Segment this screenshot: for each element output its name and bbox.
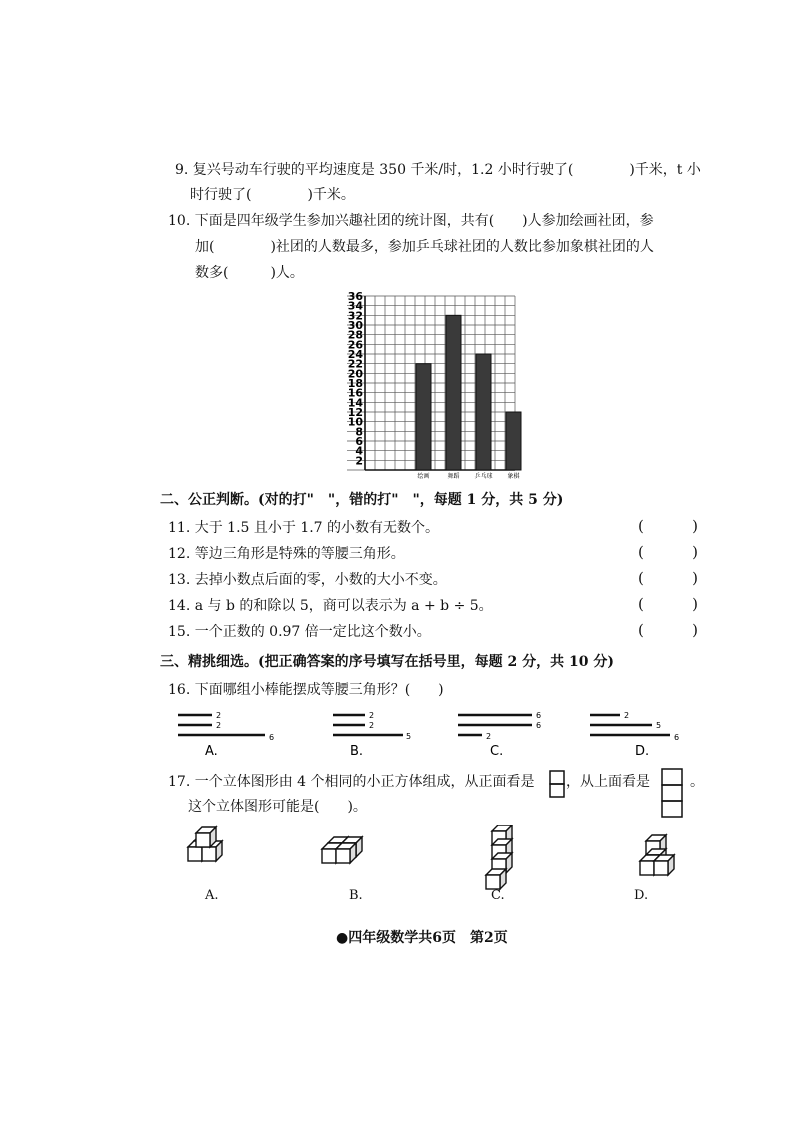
q9-line2: 时行驶了( )千米。 bbox=[190, 187, 355, 203]
q10-line3: 数多( )人。 bbox=[195, 265, 304, 281]
y-tick-label: 4 bbox=[355, 444, 363, 458]
cube-figure-b bbox=[322, 837, 362, 863]
q10-line2: 加( )社团的人数最多，参加乒乓球社团的人数比参加象棋社团的人 bbox=[195, 239, 654, 255]
svg-text:6: 6 bbox=[674, 733, 680, 742]
bar-3 bbox=[476, 354, 491, 470]
x-tick-label: 绘画 bbox=[417, 473, 430, 480]
q9-line1: 9. 复兴号动车行驶的平均速度是 350 千米/时，1.2 小时行驶了( )千米，t 小 bbox=[175, 162, 701, 178]
y-tick-label: 28 bbox=[347, 328, 363, 342]
q16-question: 16. 下面哪组小棒能摆成等腰三角形？( ) bbox=[168, 682, 444, 698]
q16-label-a: A. bbox=[205, 744, 218, 759]
svg-text:2: 2 bbox=[624, 711, 630, 720]
q16-option-b bbox=[333, 711, 411, 759]
y-tick-label: 16 bbox=[347, 386, 363, 400]
x-tick-label: 舞蹈 bbox=[447, 473, 460, 480]
svg-text:2: 2 bbox=[369, 721, 375, 730]
svg-text:6: 6 bbox=[536, 721, 542, 730]
bar-2 bbox=[446, 315, 461, 470]
q17-line2: 这个立体图形可能是( )。 bbox=[188, 799, 367, 815]
judge-item-14: 14. a 与 b 的和除以 5，商可以表示为 a + b ÷ 5。 bbox=[168, 598, 493, 614]
q17-label-c: C. bbox=[491, 888, 505, 903]
section2-title: 二、公正判断。(对的打" "，错的打" "，每题 1 分，共 5 分) bbox=[160, 492, 564, 508]
q16-option-c bbox=[458, 711, 541, 759]
cube-figure-a bbox=[188, 827, 222, 861]
q16-label-d: D. bbox=[635, 744, 650, 759]
bar-4 bbox=[506, 412, 521, 470]
y-tick-label: 10 bbox=[347, 415, 363, 429]
q16-option-d bbox=[590, 711, 679, 759]
y-tick-label: 8 bbox=[355, 425, 363, 439]
q17-cube-options bbox=[180, 825, 680, 910]
chart-x-labels bbox=[417, 472, 520, 480]
q17-label-a: A. bbox=[205, 888, 219, 903]
page-footer: ●四年级数学共6页 第2页 bbox=[336, 930, 508, 946]
q16-stick-options bbox=[170, 705, 700, 763]
club-bar-chart bbox=[335, 290, 525, 490]
answer-paren-14[interactable]: ( ) bbox=[638, 595, 698, 613]
y-tick-label: 36 bbox=[347, 290, 363, 303]
q17-line1a: 17. 一个立体图形由 4 个相同的小正方体组成，从正面看是 bbox=[168, 774, 535, 790]
y-tick-label: 12 bbox=[347, 406, 363, 419]
q16-option-a bbox=[178, 711, 274, 759]
judge-item-15: 15. 一个正数的 0.97 倍一定比这个数小。 bbox=[168, 624, 431, 640]
y-tick-label: 22 bbox=[347, 357, 363, 371]
y-tick-label: 6 bbox=[355, 435, 363, 448]
answer-paren-12[interactable]: ( ) bbox=[638, 543, 698, 561]
q10-line1: 10. 下面是四年级学生参加兴趣社团的统计图，共有( )人参加绘画社团，参 bbox=[168, 213, 654, 229]
y-tick-label: 34 bbox=[347, 299, 363, 313]
svg-text:6: 6 bbox=[536, 711, 542, 720]
y-tick-label: 26 bbox=[347, 338, 363, 352]
svg-text:2: 2 bbox=[369, 711, 375, 720]
cube-figure-c bbox=[486, 825, 512, 889]
stick-length-a3: 6 bbox=[269, 733, 275, 742]
q17-label-d: D. bbox=[634, 888, 649, 903]
y-tick-label: 20 bbox=[347, 367, 363, 381]
stick-length-a1: 2 bbox=[216, 711, 222, 720]
svg-text:5: 5 bbox=[656, 721, 662, 730]
q17-label-b: B. bbox=[349, 888, 363, 903]
x-tick-label: 乒乓球 bbox=[474, 473, 493, 480]
y-tick-label: 18 bbox=[347, 377, 363, 390]
top-view-icon bbox=[661, 768, 683, 820]
y-tick-label: 2 bbox=[355, 454, 363, 468]
answer-paren-15[interactable]: ( ) bbox=[638, 621, 698, 639]
cube-figure-d bbox=[640, 835, 674, 875]
judge-item-12: 12. 等边三角形是特殊的等腰三角形。 bbox=[168, 546, 405, 562]
section3-title: 三、精挑细选。(把正确答案的序号填写在括号里，每题 2 分，共 10 分) bbox=[160, 654, 614, 670]
q17-line1b: ，从上面看是 bbox=[566, 774, 650, 790]
q16-label-c: C. bbox=[490, 744, 504, 759]
svg-text:5: 5 bbox=[406, 732, 412, 741]
answer-paren-11[interactable]: ( ) bbox=[638, 517, 698, 535]
judge-item-13: 13. 去掉小数点后面的零，小数的大小不变。 bbox=[168, 572, 447, 588]
bar-1 bbox=[416, 364, 431, 470]
answer-paren-13[interactable]: ( ) bbox=[638, 569, 698, 587]
front-view-icon bbox=[549, 770, 565, 798]
x-tick-label: 象棋 bbox=[507, 473, 520, 480]
y-tick-label: 30 bbox=[347, 319, 363, 332]
y-tick-label: 14 bbox=[347, 396, 363, 410]
judge-item-11: 11. 大于 1.5 且小于 1.7 的小数有无数个。 bbox=[168, 520, 440, 536]
q17-line1c: 。 bbox=[690, 774, 704, 790]
stick-length-a2: 2 bbox=[216, 721, 222, 730]
svg-text:2: 2 bbox=[486, 732, 492, 741]
y-tick-label: 32 bbox=[347, 309, 363, 323]
y-tick-label: 24 bbox=[347, 348, 363, 361]
q16-label-b: B. bbox=[350, 744, 364, 759]
